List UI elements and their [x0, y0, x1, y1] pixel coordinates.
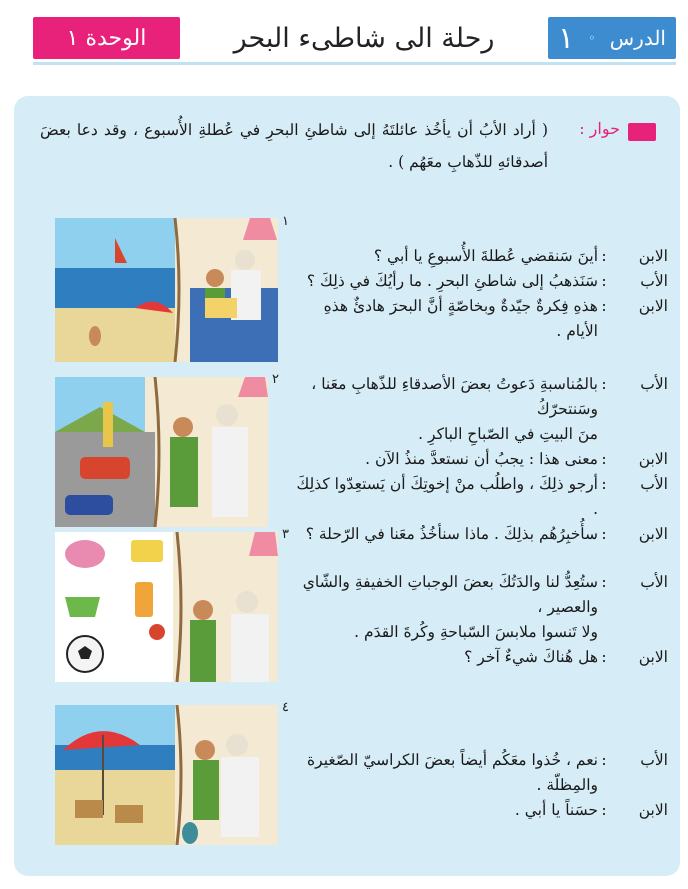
dialogue-line: [290, 372, 668, 422]
line-text: نعم ، خُذوا معَكُم أيضاً بعضَ الكراسيّ الصّغيرة: [307, 751, 598, 769]
line-text: معنى هذا : يجبُ أن نستعدَّ منذُ الآن .: [365, 450, 598, 468]
unit-label-text: الوحدة ١: [66, 25, 147, 51]
speaker: الأب: [640, 375, 668, 393]
picture-number-2: ٢: [272, 372, 279, 387]
dialogue-3: [290, 570, 668, 670]
speaker: الابن: [638, 525, 668, 543]
colon: :: [601, 475, 607, 493]
colon: :: [601, 751, 607, 769]
line-continuation: والمِظلّة .: [536, 776, 598, 794]
line-text: سَنَذهبُ إلى شاطئِ البحرِ . ما رأيُكَ في ذلِكَ ؟: [306, 272, 598, 290]
line-text: أينَ سَنقضي عُطلةَ الأُسبوعِ يا أبي ؟: [373, 247, 598, 265]
dialogue-label: حوار :: [579, 119, 620, 138]
picture-number-1: ١: [282, 214, 289, 229]
speaker: الابن: [638, 801, 668, 819]
dialogue-2: [290, 372, 668, 547]
colon: :: [601, 525, 607, 543]
dialogue-line: [296, 269, 668, 294]
line-text: ستُعِدُّ لنا والدَتُكَ بعضَ الوجباتِ الخفيفةِ والشّاي والعصير ،: [302, 573, 598, 616]
line-text: بالمُناسبةِ دَعوتُ بعضَ الأصدقاءِ للذّهابِ معَنا ، وسَنتحرّكُ: [311, 375, 598, 418]
speaker: الابن: [638, 247, 668, 265]
illustration-beach-family: [55, 218, 278, 362]
dialogue-line: [290, 570, 668, 620]
line-text: هذهِ فِكرةٌ جيّدةٌ وبخاصّةٍ أنَّ البحرَ هادئٌ هذهِ الأيام .: [323, 297, 598, 340]
speaker: الأب: [640, 573, 668, 591]
line-continuation: ولا تَنسوا ملابسَ السّباحةِ وكُرةَ القدَم .: [354, 623, 598, 641]
line-text: حسَناً يا أبي .: [514, 801, 598, 819]
colon: :: [601, 648, 607, 666]
lesson-label: الدرس: [609, 26, 666, 50]
line-text: أرجو ذلِكَ ، واطلُب منْ إخوتِكَ أن يَستعِدّوا كذلِكَ .: [296, 475, 598, 518]
lesson-number: ١: [558, 20, 575, 56]
picture-number-4: ٤: [282, 700, 289, 715]
line-text: هل هُناكَ شيءٌ آخر ؟: [464, 648, 598, 666]
picture-number-3: ٣: [282, 527, 289, 542]
header-divider: [33, 62, 676, 65]
colon: :: [601, 801, 607, 819]
page-title: [180, 17, 548, 59]
lesson-badge: [548, 17, 676, 59]
colon: :: [601, 247, 607, 265]
speaker: الأب: [640, 751, 668, 769]
intro-text: ( أراد الأبُ أن يأخُذ عائلتَهُ إلى شاطئِ البحرِ في عُطلةِ الأُسبوع ، وقد دعا بعضَ أصدقائهِ للذّهابِ معَهُم ) .: [40, 121, 548, 171]
dialogue-line: [290, 522, 668, 547]
speaker: الابن: [638, 648, 668, 666]
colon: :: [601, 573, 607, 591]
unit-label: [33, 17, 180, 59]
line-text: سأُخبِرُهُم بذلِكَ . ماذا سنأخُذُ معَنا في الرّحلة ؟: [305, 525, 598, 543]
illustration-trip-items: [55, 532, 278, 682]
dialogue-line: [290, 798, 668, 823]
illustration-road-scene: [55, 377, 268, 527]
dialogue-line: [290, 748, 668, 773]
speaker: الأب: [640, 272, 668, 290]
colon: :: [601, 272, 607, 290]
illustration-umbrella-chairs: [55, 705, 278, 845]
colon: :: [601, 375, 607, 393]
dialogue-line: [290, 447, 668, 472]
dialogue-line: [296, 294, 668, 344]
page-title-text: رحلة الى شاطىء البحر: [233, 22, 495, 54]
speaker: الأب: [640, 475, 668, 493]
colon: :: [601, 450, 607, 468]
colon: :: [601, 297, 607, 315]
lesson-dot: ◦: [588, 31, 596, 45]
dialogue-line: [290, 645, 668, 670]
dialogue-4: [290, 748, 668, 823]
dialogue-line: [290, 472, 668, 522]
dialogue-line: [296, 244, 668, 269]
speaker: الابن: [638, 450, 668, 468]
speaker: الابن: [638, 297, 668, 315]
dialogue-1: [296, 244, 668, 344]
line-continuation: منَ البيتِ في الصّباحِ الباكرِ .: [418, 425, 598, 443]
section-marker: [628, 123, 656, 141]
